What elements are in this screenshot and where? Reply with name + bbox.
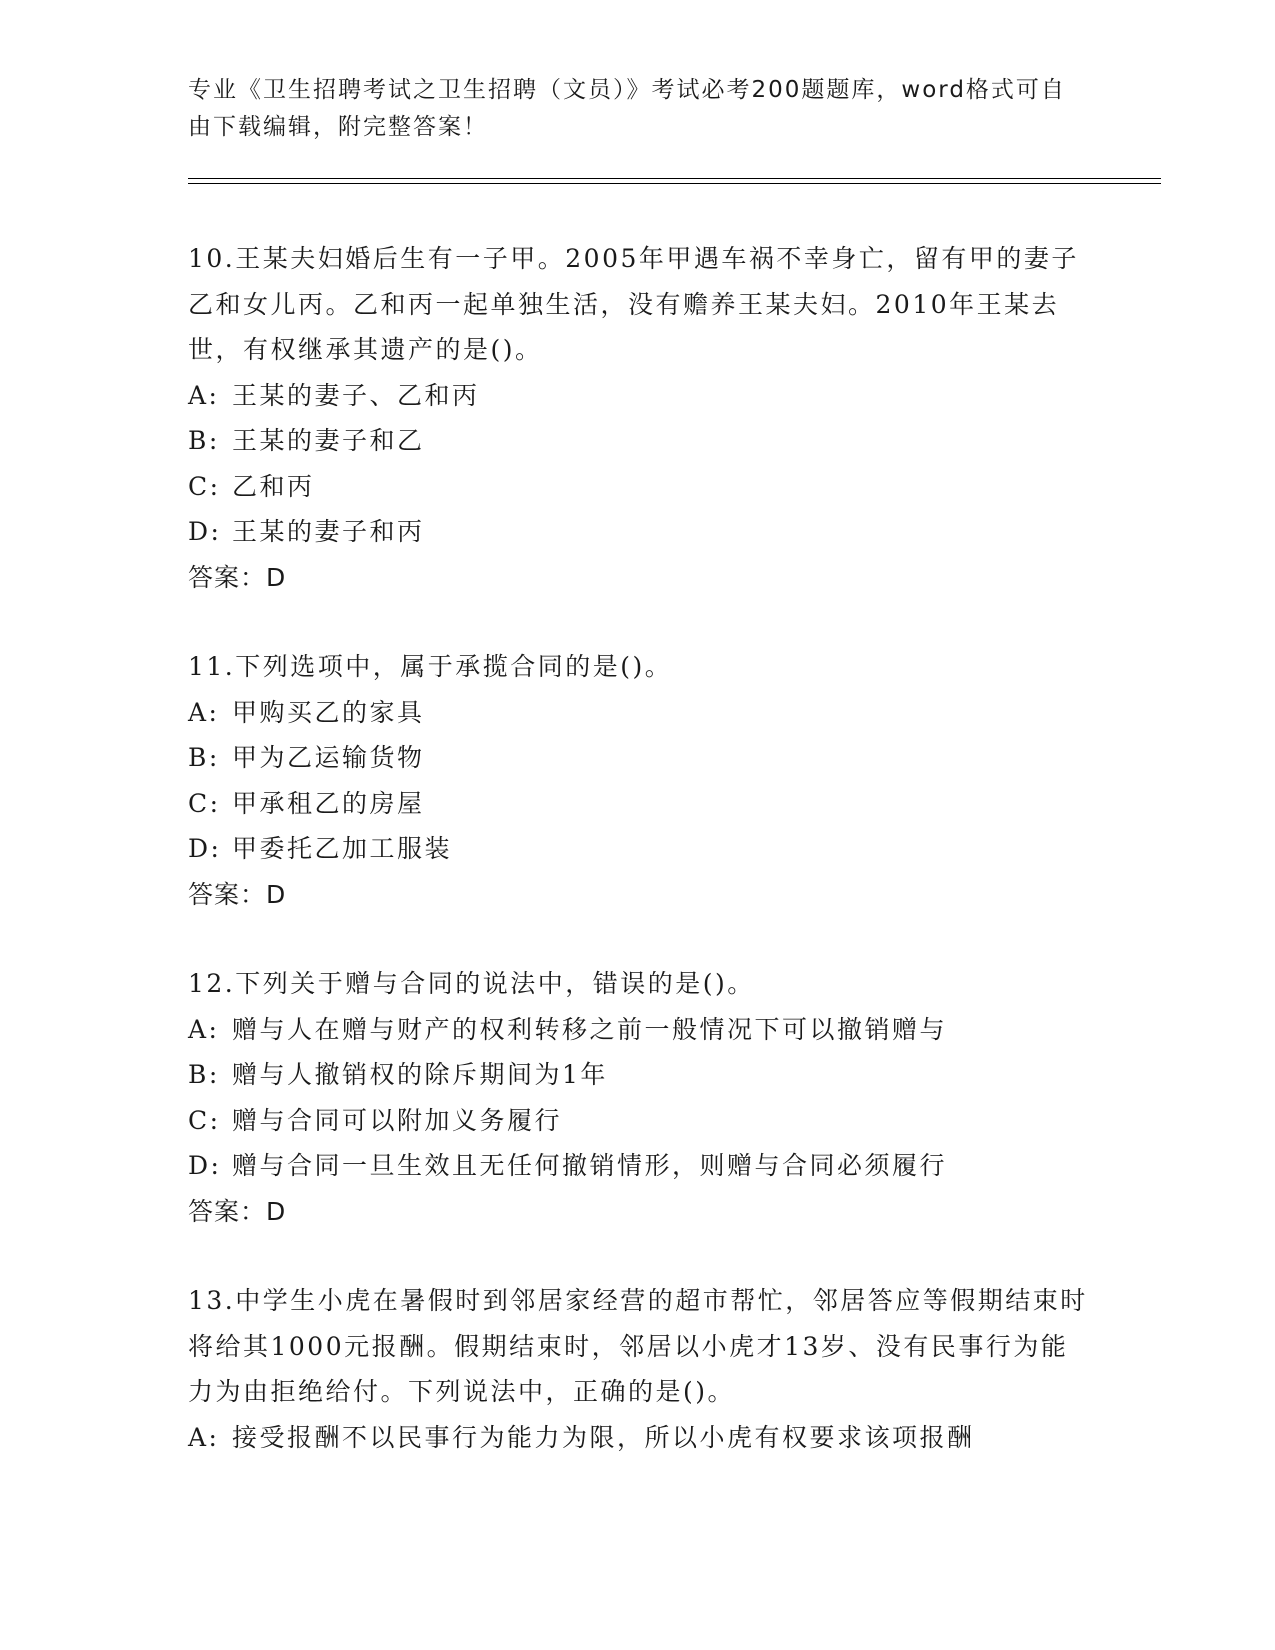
- option-letter: A:: [188, 697, 220, 727]
- option-a: [188, 690, 1148, 736]
- option-d: [188, 509, 1148, 555]
- option-b: [188, 1052, 1148, 1098]
- option-a: [188, 1007, 1148, 1053]
- option-c: [188, 464, 1148, 510]
- question-stem: 11.下列选项中，属于承揽合同的是()。: [188, 652, 673, 681]
- header-divider: [188, 178, 1161, 179]
- option-text: 赠与合同可以附加义务履行: [232, 1105, 563, 1135]
- option-b: [188, 418, 1148, 464]
- option-a: [188, 373, 1148, 419]
- option-b: [188, 735, 1148, 781]
- option-letter: D:: [188, 1151, 222, 1180]
- option-letter: C:: [188, 1105, 221, 1135]
- option-text: 甲委托乙加工服装: [232, 834, 453, 863]
- option-text: 王某的妻子和乙: [232, 426, 425, 455]
- answer-line: 答案：D: [188, 879, 287, 909]
- option-text: 王某的妻子和丙: [232, 517, 425, 546]
- option-text: 赠与合同一旦生效且无任何撤销情形，则赠与合同必须履行: [232, 1151, 948, 1180]
- question-stem: 12.下列关于赠与合同的说法中，错误的是()。: [188, 969, 755, 998]
- option-d: [188, 826, 1148, 872]
- option-text: 乙和丙: [232, 471, 315, 501]
- option-letter: B:: [188, 426, 220, 455]
- option-letter: A:: [188, 1014, 220, 1044]
- question-10: [188, 236, 1148, 600]
- option-letter: D:: [188, 517, 222, 546]
- question-13: [188, 1278, 1148, 1460]
- document-header: 专业《卫生招聘考试之卫生招聘（文员）》考试必考200题题库，word格式可自由下载编辑，附完整答案！: [188, 77, 1066, 140]
- question-11: [188, 644, 1148, 917]
- option-a: [188, 1415, 1148, 1461]
- option-letter: C:: [188, 471, 221, 501]
- option-text: 甲购买乙的家具: [232, 697, 425, 727]
- question-list: [188, 236, 1148, 1504]
- option-text: 赠与人在赠与财产的权利转移之前一般情况下可以撤销赠与: [232, 1014, 948, 1044]
- option-text: 甲承租乙的房屋: [232, 788, 425, 818]
- option-letter: D:: [188, 834, 222, 863]
- header-divider-secondary: [188, 183, 1161, 184]
- answer-line: 答案：D: [188, 562, 287, 592]
- option-letter: B:: [188, 1060, 220, 1089]
- option-text: 接受报酬不以民事行为能力为限，所以小虎有权要求该项报酬: [232, 1422, 975, 1452]
- option-d: [188, 1143, 1148, 1189]
- option-text: 甲为乙运输货物: [232, 743, 425, 772]
- option-letter: A:: [188, 380, 220, 410]
- option-letter: A:: [188, 1422, 220, 1452]
- option-text: 赠与人撤销权的除斥期间为1年: [232, 1060, 608, 1089]
- answer-line: 答案：D: [188, 1196, 287, 1226]
- question-stem: 13.中学生小虎在暑假时到邻居家经营的超市帮忙，邻居答应等假期结束时将给其1000元报酬。假期结束时，邻居以小虎才13岁、没有民事行为能力为由拒绝给付。下列说法中，正确的是()。: [188, 1286, 1088, 1406]
- option-c: [188, 1098, 1148, 1144]
- option-c: [188, 781, 1148, 827]
- option-letter: B:: [188, 743, 220, 772]
- question-12: [188, 961, 1148, 1234]
- question-stem: 10.王某夫妇婚后生有一子甲。2005年甲遇车祸不幸身亡，留有甲的妻子乙和女儿丙。乙和丙一起单独生活，没有赡养王某夫妇。2010年王某去世，有权继承其遗产的是()。: [188, 244, 1079, 364]
- option-letter: C:: [188, 788, 221, 818]
- option-text: 王某的妻子、乙和丙: [232, 380, 480, 410]
